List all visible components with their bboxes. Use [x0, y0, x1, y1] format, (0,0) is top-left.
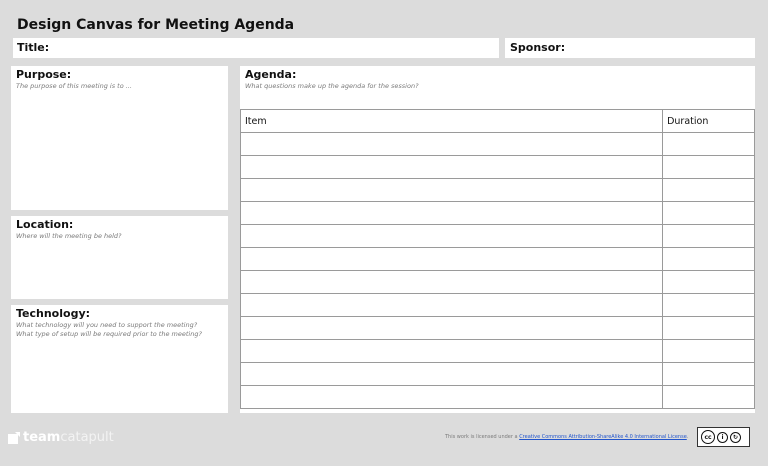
agenda-item-cell[interactable]	[241, 133, 663, 156]
technology-hint-2: What type of setup will be required prior to the meeting?	[16, 330, 202, 338]
table-row	[241, 225, 755, 248]
license-text: This work is licensed under a Creative Commons Attribution-ShareAlike 4.0 International License.	[445, 434, 689, 440]
brand-name: teamcatapult	[23, 430, 114, 445]
cc-icon: cc	[701, 430, 715, 444]
cc-license-badge[interactable]	[697, 427, 750, 447]
agenda-duration-cell[interactable]	[663, 294, 755, 317]
agenda-item-cell[interactable]	[241, 294, 663, 317]
agenda-item-cell[interactable]	[241, 202, 663, 225]
table-row	[241, 248, 755, 271]
column-header-item: Item	[241, 110, 663, 133]
agenda-item-cell[interactable]	[241, 248, 663, 271]
agenda-table-wrap	[240, 109, 755, 409]
location-hint: Where will the meeting be held?	[16, 232, 122, 240]
table-row	[241, 363, 755, 386]
title-label: Title:	[17, 41, 50, 54]
agenda-duration-cell[interactable]	[663, 133, 755, 156]
location-panel[interactable]	[11, 216, 228, 299]
agenda-rows	[241, 133, 755, 409]
agenda-item-cell[interactable]	[241, 386, 663, 409]
sponsor-label: Sponsor:	[510, 41, 566, 54]
agenda-duration-cell[interactable]	[663, 386, 755, 409]
location-heading: Location:	[16, 218, 74, 231]
table-row	[241, 156, 755, 179]
agenda-duration-cell[interactable]	[663, 179, 755, 202]
technology-heading: Technology:	[16, 307, 91, 320]
share-alike-icon: ↻	[730, 432, 741, 443]
agenda-duration-cell[interactable]	[663, 340, 755, 363]
agenda-item-cell[interactable]	[241, 156, 663, 179]
agenda-item-cell[interactable]	[241, 271, 663, 294]
agenda-duration-cell[interactable]	[663, 202, 755, 225]
table-row	[241, 317, 755, 340]
table-row	[241, 340, 755, 363]
agenda-duration-cell[interactable]	[663, 156, 755, 179]
table-row	[241, 294, 755, 317]
agenda-table	[240, 109, 755, 409]
agenda-duration-cell[interactable]	[663, 317, 755, 340]
purpose-heading: Purpose:	[16, 68, 72, 81]
purpose-panel[interactable]	[11, 66, 228, 210]
agenda-duration-cell[interactable]	[663, 363, 755, 386]
agenda-duration-cell[interactable]	[663, 225, 755, 248]
table-row	[241, 179, 755, 202]
purpose-hint: The purpose of this meeting is to ...	[16, 82, 132, 90]
column-header-duration: Duration	[663, 110, 755, 133]
agenda-panel	[240, 66, 755, 413]
agenda-item-cell[interactable]	[241, 363, 663, 386]
table-row	[241, 271, 755, 294]
license-link[interactable]: Creative Commons Attribution-ShareAlike 4.0 International License	[519, 434, 687, 440]
attribution-icon: i	[717, 432, 728, 443]
title-field[interactable]	[13, 38, 499, 58]
brand-logo	[8, 430, 114, 445]
page-title: Design Canvas for Meeting Agenda	[17, 17, 295, 33]
agenda-item-cell[interactable]	[241, 317, 663, 340]
agenda-item-cell[interactable]	[241, 340, 663, 363]
agenda-item-cell[interactable]	[241, 179, 663, 202]
agenda-duration-cell[interactable]	[663, 271, 755, 294]
catapult-logo-icon	[8, 432, 20, 444]
agenda-header-row	[241, 110, 755, 133]
table-row	[241, 133, 755, 156]
technology-hint-1: What technology will you need to support the meeting?	[16, 321, 198, 329]
technology-panel[interactable]	[11, 305, 228, 413]
agenda-hint: What questions make up the agenda for the session?	[245, 82, 419, 90]
agenda-item-cell[interactable]	[241, 225, 663, 248]
agenda-heading: Agenda:	[245, 68, 297, 81]
sponsor-field[interactable]	[505, 38, 755, 58]
table-row	[241, 386, 755, 409]
agenda-duration-cell[interactable]	[663, 248, 755, 271]
table-row	[241, 202, 755, 225]
